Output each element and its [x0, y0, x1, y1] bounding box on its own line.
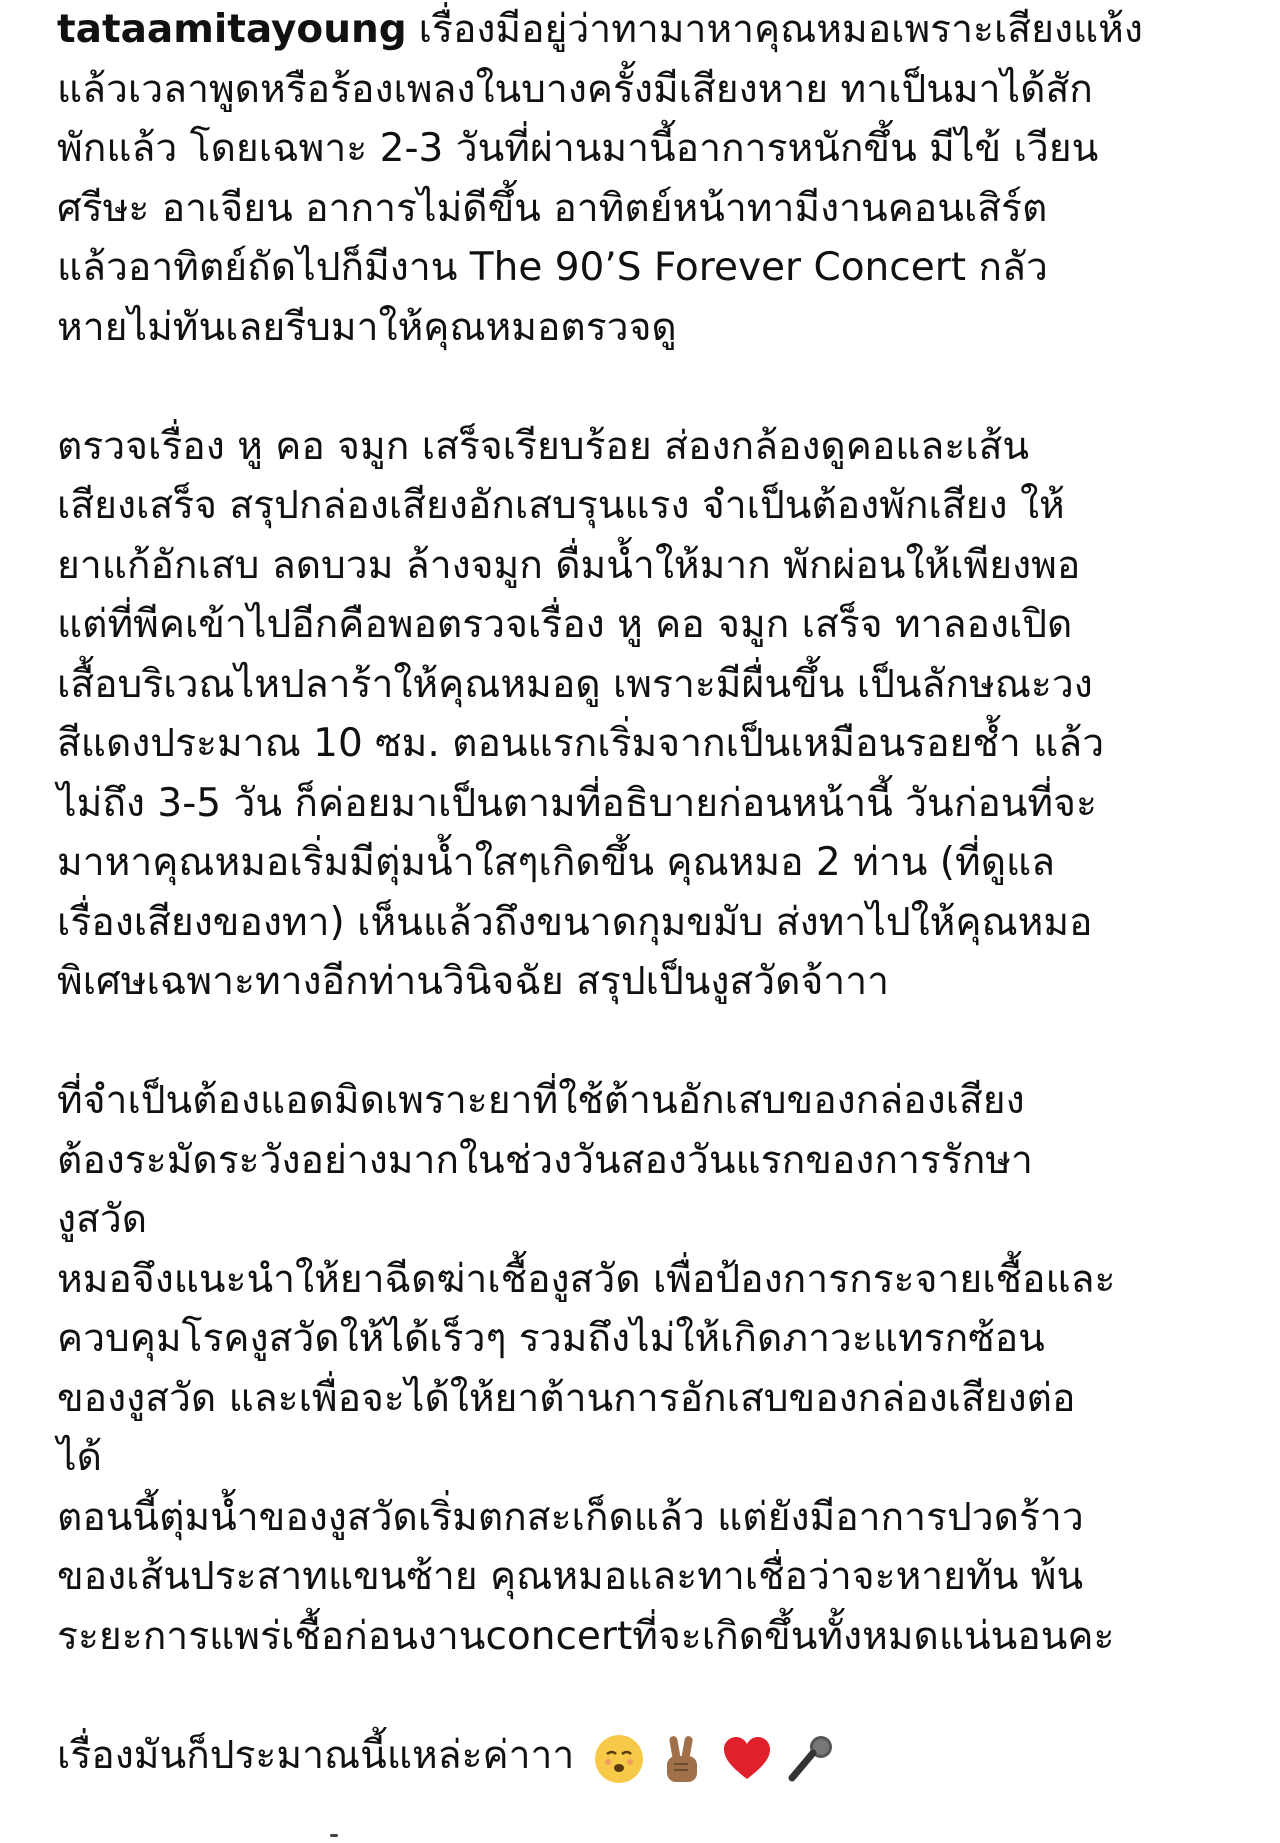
caption-line: หมอจึงแนะนำให้ยาฉีดฆ่าเชื้องูสวัด เพื่อป้องการกระจายเชื้อและ [57, 1256, 1116, 1302]
sick-face-icon [592, 1732, 646, 1786]
caption-line: ยาแก้อักเสบ ลดบวม ล้างจมูก ดื่มน้ำให้มาก พักผ่อนให้เพียงพอ [57, 542, 1081, 588]
caption-line: ที่จำเป็นต้องแอดมิดเพราะยาที่ใช้ต้านอักเสบของกล่องเสียง [57, 1078, 1025, 1123]
caption-line: เสียงเสร็จ สรุปกล่องเสียงอักเสบรุนแรง จำเป็นต้องพักเสียง ให้ [57, 483, 1065, 528]
caption-text: เรื่องมีอยู่ว่าทามาหาคุณหมอเพราะเสียงแห้ง [418, 7, 1143, 52]
caption-line: พักแล้ว โดยเฉพาะ 2-3 วันที่ผ่านมานี้อาการหนักขึ้น มีไข้ เวียน [57, 126, 1099, 171]
paragraph-gap [57, 1012, 1247, 1072]
caption-line: ศรีษะ อาเจียน อาการไม่ดีขึ้น อาทิตย์หน้าทามีงานคอนเสิร์ต [57, 185, 1048, 231]
caption-line: ไม่ถึง 3-5 วัน ก็ค่อยมาเป็นตามที่อธิบายก่อนหน้านี้ วันก่อนที่จะ [57, 780, 1097, 826]
caption-line: แล้วอาทิตย์ถัดไปก็มีงาน The 90’S Forever Concert กลัว [57, 245, 1048, 290]
paragraph-gap [57, 1666, 1247, 1726]
emoji-group [592, 1727, 848, 1787]
microphone-icon [784, 1732, 838, 1786]
caption-line: หายไม่ทันเลยรีบมาให้คุณหมอตรวจดู [57, 304, 677, 350]
caption-text: เรื่องมันก็ประมาณนี้แหล่ะค่าาา [57, 1732, 575, 1778]
username-link[interactable]: tataamitayoung [57, 7, 407, 52]
caption-line: ของเส้นประสาทแขนซ้าย คุณหมอและทาเชื่อว่าจะหายทัน พ้น [57, 1554, 1084, 1599]
paragraph-gap [57, 357, 1247, 417]
caption-line: ต้องระมัดระวังอย่างมากในช่วงวันสองวันแรกของการรักษา [57, 1137, 1033, 1183]
caption-line: เรื่องเสียงของทา) เห็นแล้วถึงขนาดกุมขมับ ส่งทาไปให้คุณหมอ [57, 899, 1093, 945]
cutoff-glyph [330, 1834, 338, 1837]
post-caption [57, 0, 1247, 1785]
caption-line: ควบคุมโรคงูสวัดให้ได้เร็วๆ รวมถึงไม่ให้เกิดภาวะแทรกซ้อน [57, 1316, 1045, 1361]
caption-line: แต่ที่พีคเข้าไปอีกคือพอตรวจเรื่อง หู คอ จมูก เสร็จ ทาลองเปิด [57, 602, 1073, 647]
next-line-cutoff [0, 1828, 1280, 1843]
victory-hand-icon [656, 1732, 710, 1786]
caption-line: เสื้อบริเวณไหปลาร้าให้คุณหมอดู เพราะมีผื่นขึ้น เป็นลักษณะวง [57, 661, 1093, 707]
caption-line: พิเศษเฉพาะทางอีกท่านวินิจฉัย สรุปเป็นงูสวัดจ้าาา [57, 959, 890, 1004]
caption-line: ตอนนี้ตุ่มน้ำของงูสวัดเริ่มตกสะเก็ดแล้ว แต่ยังมีอาการปวดร้าว [57, 1494, 1084, 1540]
caption-line: แล้วเวลาพูดหรือร้องเพลงในบางครั้งมีเสียงหาย ทาเป็นมาได้สัก [57, 66, 1093, 112]
caption-line: ระยะการแพร่เชื้อก่อนงานconcertที่จะเกิดขึ้นทั้งหมดแน่นอนคะ [57, 1613, 1115, 1659]
caption-line: สีแดงประมาณ 10 ซม. ตอนแรกเริ่มจากเป็นเหมือนรอยช้ำ แล้ว [57, 721, 1105, 766]
caption-line: มาหาคุณหมอเริ่มมีตุ่มน้ำใสๆเกิดขึ้น คุณหมอ 2 ท่าน (ที่ดูแล [57, 840, 1056, 885]
caption-line: ของงูสวัด และเพื่อจะได้ให้ยาต้านการอักเสบของกล่องเสียงต่อ [57, 1375, 1076, 1421]
caption-line-final [57, 1726, 1247, 1786]
red-heart-icon [720, 1732, 774, 1786]
caption-line: งูสวัด [57, 1197, 148, 1242]
caption-line: ได้ [57, 1435, 102, 1480]
caption-line [57, 0, 1247, 60]
caption-line: ตรวจเรื่อง หู คอ จมูก เสร็จเรียบร้อย ส่องกล้องดูคอและเส้น [57, 423, 1030, 469]
